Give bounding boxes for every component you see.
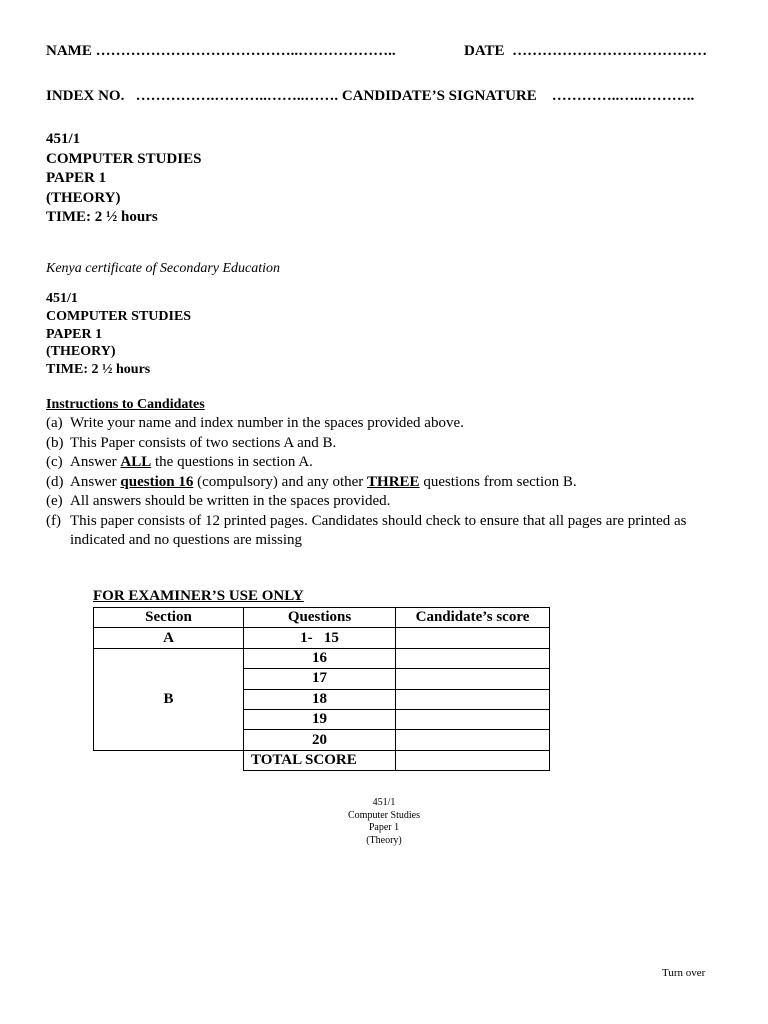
total-score-cell: [396, 750, 550, 770]
table-row: [94, 628, 550, 648]
score-cell: [396, 689, 550, 709]
exam-body: Kenya certificate of Secondary Education: [46, 261, 281, 276]
questions-cell: 18: [244, 689, 396, 709]
instruction-text: This Paper consists of two sections A and B.: [70, 434, 337, 451]
paper-type: (THEORY): [46, 344, 116, 360]
questions-cell: 20: [244, 730, 396, 750]
instruction-text: Answer: [70, 454, 121, 470]
paper-info-bottom: [46, 290, 191, 379]
index-line: [46, 88, 694, 105]
instruction-marker: (e): [46, 493, 63, 509]
paper-code: 451/1: [46, 291, 78, 306]
paper-type: (THEORY): [46, 189, 121, 206]
questions-cell: 16: [244, 648, 396, 668]
instruction-item: [46, 453, 726, 473]
header-section: Section: [94, 608, 244, 628]
instruction-marker: (a): [46, 415, 63, 431]
paper-code: 451/1: [46, 131, 81, 147]
table-header-row: [94, 608, 550, 628]
instruction-item: [46, 414, 726, 434]
total-label: TOTAL SCORE: [244, 750, 396, 770]
section-cell: B: [94, 648, 244, 750]
examiner-title: FOR EXAMINER’S USE ONLY: [93, 588, 304, 604]
turn-over: Turn over: [662, 967, 706, 979]
paper-info-top: [46, 130, 201, 228]
instruction-marker: (f): [46, 512, 61, 529]
questions-cell: 17: [244, 669, 396, 689]
instruction-emphasis: THREE: [367, 473, 420, 490]
name-line: [46, 43, 396, 60]
score-cell: [396, 709, 550, 729]
page-footer: [284, 797, 484, 847]
table-row: [94, 648, 550, 668]
instruction-item: [46, 492, 726, 512]
footer-code: 451/1: [372, 797, 396, 808]
date-line: [464, 43, 707, 60]
questions-cell: 19: [244, 709, 396, 729]
header-score: Candidate’s score: [396, 608, 550, 628]
paper-number: PAPER 1: [46, 326, 103, 342]
instruction-marker: (b): [46, 434, 64, 451]
header-questions: Questions: [244, 608, 396, 628]
instruction-item: [46, 434, 726, 454]
instruction-text: (compulsory) and any other: [193, 473, 368, 490]
instruction-item: [46, 473, 726, 493]
footer-paper: Paper 1: [368, 822, 400, 833]
paper-time: TIME: 2 ½ hours: [46, 209, 158, 225]
signature-label: CANDIDATE’S SIGNATURE: [341, 88, 537, 104]
section-cell: A: [94, 628, 244, 648]
instruction-text: All answers should be written in the spaces provided.: [70, 493, 391, 509]
signature-dots: …………..…..………..: [551, 88, 695, 104]
index-dots: …………….………..……..…….: [135, 88, 339, 104]
instruction-text: Write your name and index number in the spaces provided above.: [70, 415, 464, 431]
questions-cell: 1- 15: [244, 628, 396, 648]
score-cell: [396, 628, 550, 648]
date-dots: …………………………………: [512, 43, 708, 59]
paper-subject: COMPUTER STUDIES: [46, 308, 192, 324]
instruction-marker: (d): [46, 473, 64, 490]
paper-time: TIME: 2 ½ hours: [46, 362, 151, 378]
table-total-row: [94, 750, 550, 770]
examiner-score-table: [93, 607, 550, 771]
instruction-text: questions from section B.: [419, 473, 577, 490]
footer-type: (Theory): [366, 834, 402, 846]
score-cell: [396, 730, 550, 750]
instruction-emphasis: ALL: [120, 454, 152, 470]
score-cell: [396, 648, 550, 668]
date-label: DATE: [464, 43, 505, 59]
instruction-text: This paper consists of 12 printed pages. Candidates should check to ensure that all pages are printed as indicated and no questions are missing: [70, 512, 687, 548]
name-label: NAME: [46, 43, 92, 59]
paper-subject: COMPUTER STUDIES: [46, 150, 202, 167]
instruction-marker: (c): [46, 454, 63, 470]
name-dots: …………………………………..………………..: [95, 43, 396, 59]
score-cell: [396, 669, 550, 689]
footer-subject: Computer Studies: [348, 809, 420, 821]
paper-number: PAPER 1: [46, 170, 107, 186]
index-label: INDEX NO.: [46, 88, 125, 104]
instruction-item: [46, 512, 726, 551]
instructions-title: Instructions to Candidates: [46, 397, 205, 412]
instruction-emphasis: question 16: [120, 473, 194, 490]
instructions-list: [46, 414, 726, 551]
instruction-text: Answer: [70, 473, 121, 490]
instruction-text: the questions in section A.: [151, 454, 313, 470]
empty-cell: [94, 750, 244, 770]
